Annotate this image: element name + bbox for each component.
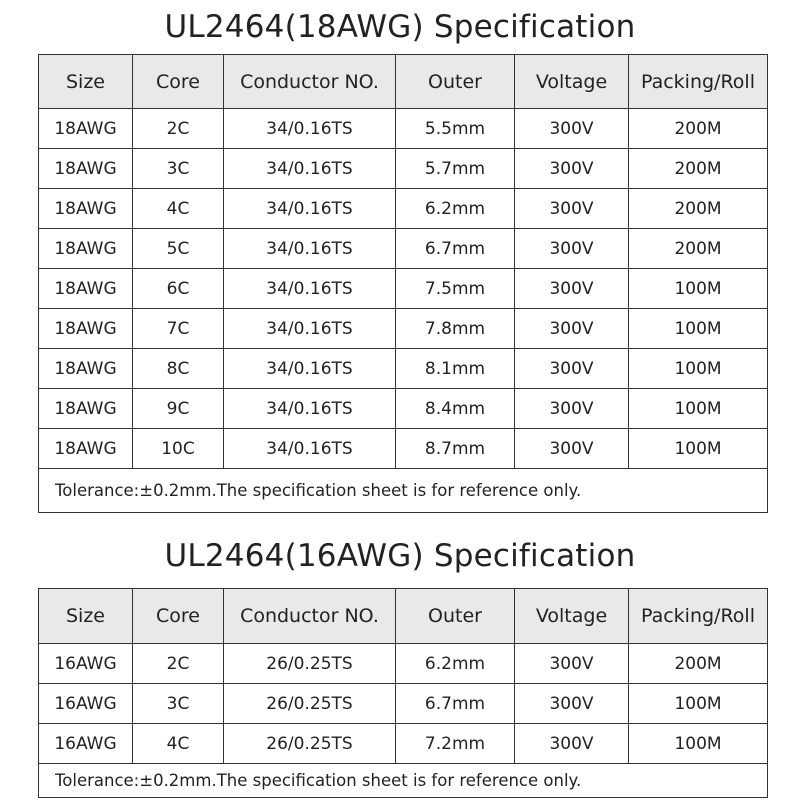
cell-packing-roll: 200M xyxy=(629,149,768,189)
cell-conductor-no: 34/0.16TS xyxy=(224,109,396,149)
column-header-packing-roll: Packing/Roll xyxy=(629,55,768,109)
cell-voltage: 300V xyxy=(515,109,629,149)
cell-outer: 6.7mm xyxy=(396,684,515,724)
cell-packing-roll: 100M xyxy=(629,724,768,764)
cell-size: 16AWG xyxy=(39,684,133,724)
cell-outer: 7.5mm xyxy=(396,269,515,309)
column-header-size: Size xyxy=(39,55,133,109)
cell-outer: 5.5mm xyxy=(396,109,515,149)
table-row xyxy=(39,189,768,229)
cell-conductor-no: 34/0.16TS xyxy=(224,429,396,469)
cell-conductor-no: 34/0.16TS xyxy=(224,189,396,229)
cell-size: 18AWG xyxy=(39,429,133,469)
table-row xyxy=(39,269,768,309)
cell-core: 5C xyxy=(133,229,224,269)
cell-packing-roll: 200M xyxy=(629,644,768,684)
table-row xyxy=(39,724,768,764)
cell-core: 4C xyxy=(133,724,224,764)
cell-packing-roll: 200M xyxy=(629,109,768,149)
cell-conductor-no: 34/0.16TS xyxy=(224,389,396,429)
column-header-voltage: Voltage xyxy=(515,589,629,644)
cell-outer: 5.7mm xyxy=(396,149,515,189)
cell-conductor-no: 34/0.16TS xyxy=(224,309,396,349)
table-row xyxy=(39,109,768,149)
table-note-row xyxy=(39,764,768,798)
cell-conductor-no: 34/0.16TS xyxy=(224,269,396,309)
table-row xyxy=(39,389,768,429)
cell-packing-roll: 100M xyxy=(629,429,768,469)
cell-packing-roll: 100M xyxy=(629,269,768,309)
cell-voltage: 300V xyxy=(515,189,629,229)
cell-core: 7C xyxy=(133,309,224,349)
column-header-core: Core xyxy=(133,55,224,109)
cell-size: 18AWG xyxy=(39,349,133,389)
cell-size: 18AWG xyxy=(39,389,133,429)
cell-outer: 7.2mm xyxy=(396,724,515,764)
cell-voltage: 300V xyxy=(515,149,629,189)
column-header-core: Core xyxy=(133,589,224,644)
cell-outer: 8.4mm xyxy=(396,389,515,429)
cell-conductor-no: 26/0.25TS xyxy=(224,724,396,764)
column-header-outer: Outer xyxy=(396,55,515,109)
cell-voltage: 300V xyxy=(515,309,629,349)
cell-packing-roll: 100M xyxy=(629,684,768,724)
table-row xyxy=(39,229,768,269)
table-note-row xyxy=(39,469,768,513)
spec-table-18awg xyxy=(38,54,768,513)
cell-conductor-no: 34/0.16TS xyxy=(224,349,396,389)
cell-conductor-no: 26/0.25TS xyxy=(224,684,396,724)
cell-core: 3C xyxy=(133,149,224,189)
cell-core: 4C xyxy=(133,189,224,229)
cell-core: 6C xyxy=(133,269,224,309)
cell-voltage: 300V xyxy=(515,349,629,389)
cell-core: 8C xyxy=(133,349,224,389)
table-row xyxy=(39,349,768,389)
cell-outer: 6.7mm xyxy=(396,229,515,269)
cell-outer: 8.1mm xyxy=(396,349,515,389)
column-header-outer: Outer xyxy=(396,589,515,644)
cell-voltage: 300V xyxy=(515,229,629,269)
cell-packing-roll: 200M xyxy=(629,189,768,229)
spec-title-18awg: UL2464(18AWG) Specification xyxy=(164,9,636,45)
column-header-conductor-no: Conductor NO. xyxy=(224,55,396,109)
cell-size: 18AWG xyxy=(39,229,133,269)
table-row xyxy=(39,149,768,189)
cell-size: 18AWG xyxy=(39,189,133,229)
cell-size: 18AWG xyxy=(39,109,133,149)
cell-core: 2C xyxy=(133,644,224,684)
cell-outer: 6.2mm xyxy=(396,189,515,229)
column-header-voltage: Voltage xyxy=(515,55,629,109)
column-header-size: Size xyxy=(39,589,133,644)
cell-core: 3C xyxy=(133,684,224,724)
cell-size: 18AWG xyxy=(39,269,133,309)
cell-size: 16AWG xyxy=(39,644,133,684)
cell-voltage: 300V xyxy=(515,389,629,429)
cell-conductor-no: 26/0.25TS xyxy=(224,644,396,684)
table-header-row xyxy=(39,55,768,109)
cell-voltage: 300V xyxy=(515,684,629,724)
cell-voltage: 300V xyxy=(515,269,629,309)
cell-core: 2C xyxy=(133,109,224,149)
table-row xyxy=(39,309,768,349)
cell-packing-roll: 200M xyxy=(629,229,768,269)
cell-packing-roll: 100M xyxy=(629,389,768,429)
cell-size: 18AWG xyxy=(39,309,133,349)
cell-outer: 8.7mm xyxy=(396,429,515,469)
column-header-conductor-no: Conductor NO. xyxy=(224,589,396,644)
column-header-packing-roll: Packing/Roll xyxy=(629,589,768,644)
cell-size: 18AWG xyxy=(39,149,133,189)
cell-conductor-no: 34/0.16TS xyxy=(224,149,396,189)
table-header-row xyxy=(39,589,768,644)
spec-table-16awg xyxy=(38,588,768,798)
cell-packing-roll: 100M xyxy=(629,349,768,389)
tolerance-note: Tolerance:±0.2mm.The specification sheet is for reference only. xyxy=(39,764,768,798)
tolerance-note: Tolerance:±0.2mm.The specification sheet is for reference only. xyxy=(39,469,768,513)
cell-outer: 6.2mm xyxy=(396,644,515,684)
cell-core: 10C xyxy=(133,429,224,469)
spec-title-16awg: UL2464(16AWG) Specification xyxy=(164,538,636,574)
cell-voltage: 300V xyxy=(515,429,629,469)
cell-packing-roll: 100M xyxy=(629,309,768,349)
cell-outer: 7.8mm xyxy=(396,309,515,349)
cell-core: 9C xyxy=(133,389,224,429)
cell-voltage: 300V xyxy=(515,644,629,684)
table-row xyxy=(39,429,768,469)
cell-size: 16AWG xyxy=(39,724,133,764)
table-row xyxy=(39,644,768,684)
cell-conductor-no: 34/0.16TS xyxy=(224,229,396,269)
table-row xyxy=(39,684,768,724)
cell-voltage: 300V xyxy=(515,724,629,764)
